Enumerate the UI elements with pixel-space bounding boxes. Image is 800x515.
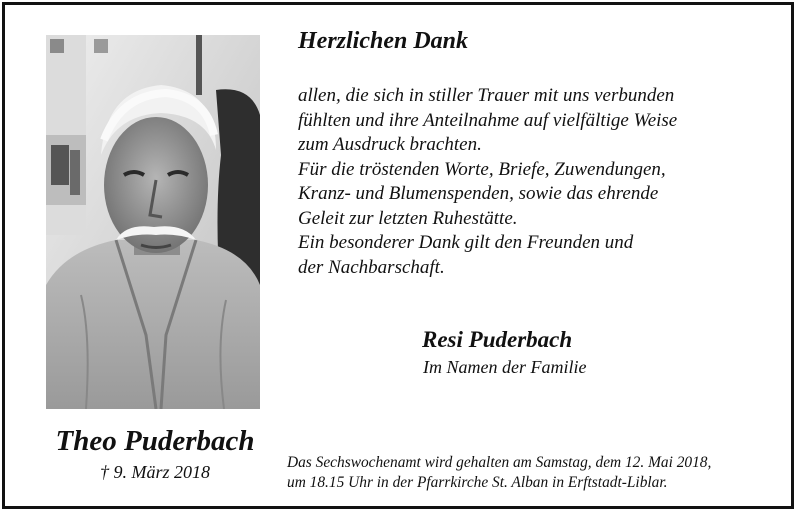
message-line: Geleit zur letzten Ruhestätte. — [298, 207, 518, 229]
portrait-photo — [46, 35, 260, 409]
message-line: fühlten und ihre Anteilnahme auf vielfältige Weise — [298, 109, 678, 131]
notice-line: Das Sechswochenamt wird gehalten am Samstag, dem 12. Mai 2018, — [287, 454, 712, 471]
message-line: Ein besonderer Dank gilt den Freunden und — [298, 232, 634, 253]
signature-name: Resi Puderbach — [422, 327, 573, 352]
message-line: allen, die sich in stiller Trauer mit uns verbunden — [298, 85, 675, 106]
mass-notice — [287, 453, 787, 493]
message-line: zum Ausdruck brachten. — [298, 134, 482, 155]
deceased-name: Theo Puderbach — [55, 425, 255, 457]
thanks-heading: Herzlichen Dank — [298, 28, 469, 54]
message-line: Für die tröstenden Worte, Briefe, Zuwendungen, — [298, 158, 666, 180]
signature-subtitle: Im Namen der Familie — [423, 357, 587, 377]
message-line: Kranz- und Blumenspenden, sowie das ehrende — [298, 183, 659, 204]
thanks-message — [298, 84, 768, 280]
message-line: der Nachbarschaft. — [298, 256, 445, 278]
notice-line: um 18.15 Uhr in der Pfarrkirche St. Alban in Erftstadt-Liblar. — [287, 474, 668, 491]
death-date: † 9. März 2018 — [99, 462, 210, 482]
